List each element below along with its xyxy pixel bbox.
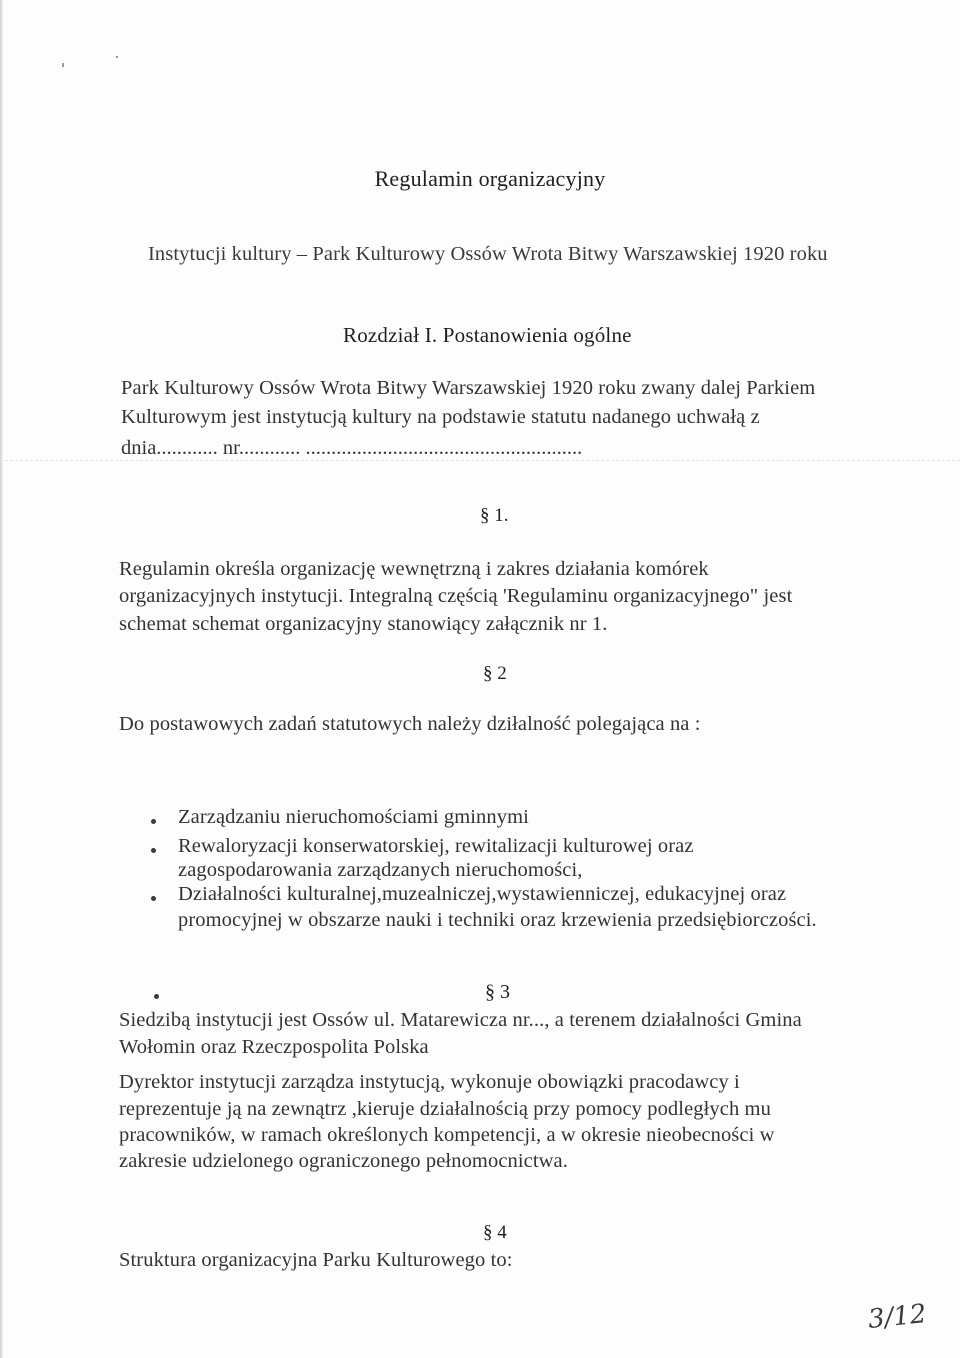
bullet-icon — [151, 819, 156, 824]
text-line: Siedzibą instytucji jest Ossów ul. Matarewicza nr..., a terenem działalności Gmina — [119, 1009, 802, 1031]
list-item: Działalności kulturalnej,muzealniczej,wystawienniczej, edukacyjnej oraz — [178, 883, 787, 905]
document-title: Regulamin organizacyjny — [374, 166, 606, 191]
document-subtitle: Instytucji kultury – Park Kulturowy Ossów Wrota Bitwy Warszawskiej 1920 roku — [148, 243, 828, 265]
list-item-continued: promocyjnej w obszarze nauki i techniki oraz krzewienia przedsiębiorczości. — [178, 909, 817, 931]
text-line: organizacyjnych instytucji. Integralną częścią 'Regulaminu organizacyjnego" jest — [119, 585, 793, 607]
bullet-icon — [154, 994, 159, 999]
text-line: Kulturowym jest instytucją kultury na podstawie statutu nadanego uchwałą z — [121, 406, 760, 428]
bullet-icon — [151, 896, 156, 901]
text-line: Do postawowych zadań statutowych należy dziłalność polegająca na : — [119, 713, 701, 735]
section-3-marker: § 3 — [485, 981, 510, 1003]
text-line: reprezentuje ją na zewnątrz ,kieruje działalnością przy pomocy podległych mu — [119, 1098, 771, 1120]
text-line: dnia............ nr............ ...................................................... — [121, 437, 583, 459]
scan-speck — [116, 56, 118, 58]
text-line: Regulamin określa organizację wewnętrzną i zakres działania komórek — [119, 558, 709, 580]
text-line: schemat schemat organizacyjny stanowiący załącznik nr 1. — [119, 613, 608, 635]
text-line: pracowników, w ramach określonych kompetencji, a w okresie nieobecności w — [119, 1124, 775, 1146]
text-line: Struktura organizacyjna Parku Kulturowego to: — [119, 1249, 513, 1271]
section-4-marker: § 4 — [483, 1222, 507, 1243]
chapter-heading: Rozdział I. Postanowienia ogólne — [343, 323, 632, 347]
text-line: Wołomin oraz Rzeczpospolita Polska — [119, 1036, 429, 1058]
scan-speck — [62, 63, 64, 67]
bullet-icon — [151, 848, 156, 853]
handwritten-page-number: 3/12 — [866, 1299, 928, 1335]
text-line: Dyrektor instytucji zarządza instytucją, wykonuje obowiązki pracodawcy i — [119, 1071, 740, 1093]
text-line: Park Kulturowy Ossów Wrota Bitwy Warszawskiej 1920 roku zwany dalej Parkiem — [121, 377, 816, 399]
scan-fold-line — [0, 460, 960, 461]
list-item: Zarządzaniu nieruchomościami gminnymi — [178, 806, 529, 828]
list-item-continued: zagospodarowania zarządzanych nieruchomości, — [178, 859, 583, 881]
section-1-marker: § 1. — [480, 505, 509, 526]
list-item: Rewaloryzacji konserwatorskiej, rewitalizacji kulturowej oraz — [178, 835, 694, 857]
section-2-marker: § 2 — [483, 663, 507, 684]
scan-edge — [0, 0, 3, 1358]
text-line: zakresie udzielonego ograniczonego pełnomocnictwa. — [119, 1150, 568, 1172]
